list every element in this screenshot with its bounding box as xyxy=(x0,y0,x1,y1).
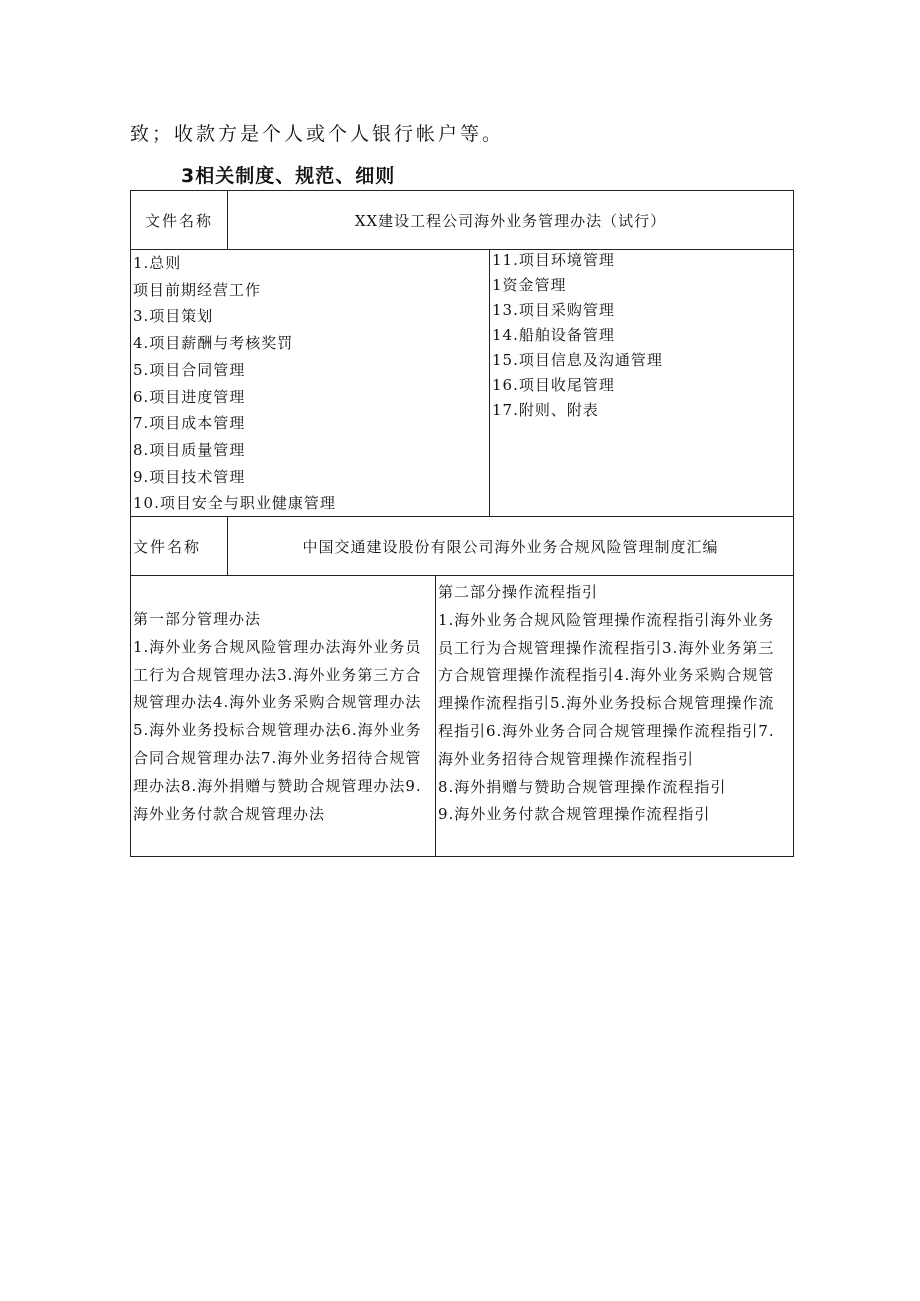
list-item: 17.附则、附表 xyxy=(492,401,599,419)
table2-right-item8: 8.海外捐赠与赞助合规管理操作流程指引 xyxy=(438,777,727,796)
list-item: 项目前期经营工作 xyxy=(133,280,262,299)
list-item: 5.项目合同管理 xyxy=(133,360,246,379)
table2-right-heading: 第二部分操作流程指引 xyxy=(438,583,599,601)
table2-title-cell xyxy=(227,516,794,576)
list-item: 3.项目策划 xyxy=(133,307,214,326)
list-item: 1资金管理 xyxy=(492,276,567,294)
table1-title: XX建设工程公司海外业务管理办法（试行） xyxy=(354,211,667,230)
list-item: 6.项目进度管理 xyxy=(133,387,246,406)
table2-left-text: 1.海外业务合规风险管理办法海外业务员工行为合规管理办法3.海外业务第三方合规管理办法4.海外业务采购合规管理办法5.海外业务投标合规管理办法6.海外业务合同合规管理办法7.海外业务招待合规管理办法8.海外捐赠与赞助合规管理办法9.海外业务付款合规管理办法 xyxy=(133,637,422,823)
list-item: 13.项目采购管理 xyxy=(492,301,615,319)
table2-right-cell xyxy=(435,575,794,857)
table2-right-text: 1.海外业务合规风险管理操作流程指引海外业务员工行为合规管理操作流程指引3.海外业务第三方合规管理操作流程指引4.海外业务采购合规管理操作流程指引5.海外业务投标合规管理操作流程指引6.海外业务合同合规管理操作流程指引7.海外业务招待合规管理操作流程指引 xyxy=(438,610,775,768)
table1-title-cell xyxy=(227,190,794,250)
table1-left-list xyxy=(133,250,489,517)
table2-left-cell xyxy=(130,575,436,857)
table2-left-heading: 第一部分管理办法 xyxy=(133,610,262,628)
body-paragraph: 致；收款方是个人或个人银行帐户等。 xyxy=(130,123,505,145)
table2-right-item9: 9.海外业务付款合规管理操作流程指引 xyxy=(438,805,711,824)
list-item: 11.项目环境管理 xyxy=(492,251,615,269)
list-item: 4.项目薪酬与考核奖罚 xyxy=(133,334,294,353)
table2-label: 文件名称 xyxy=(133,537,202,556)
list-item: 10.项目安全与职业健康管理 xyxy=(133,494,336,513)
table1-label-cell xyxy=(130,190,228,250)
list-item: 16.项目收尾管理 xyxy=(492,376,615,394)
table1-right-cell xyxy=(489,249,794,517)
list-item: 14.船舶设备管理 xyxy=(492,326,615,344)
table1-left-cell xyxy=(130,249,490,517)
list-item: 1.总则 xyxy=(133,254,182,272)
list-item: 7.项目成本管理 xyxy=(133,414,246,433)
table1-label: 文件名称 xyxy=(145,211,214,230)
list-item: 8.项目质量管理 xyxy=(133,440,246,459)
table1-right-list xyxy=(492,249,793,423)
list-item: 9.项目技术管理 xyxy=(133,467,246,486)
table2-title: 中国交通建设股份有限公司海外业务合规风险管理制度汇编 xyxy=(302,537,719,556)
section-heading: 3相关制度、规范、细则 xyxy=(181,165,396,187)
list-item: 15.项目信息及沟通管理 xyxy=(492,351,663,369)
table2-label-cell xyxy=(130,516,228,576)
